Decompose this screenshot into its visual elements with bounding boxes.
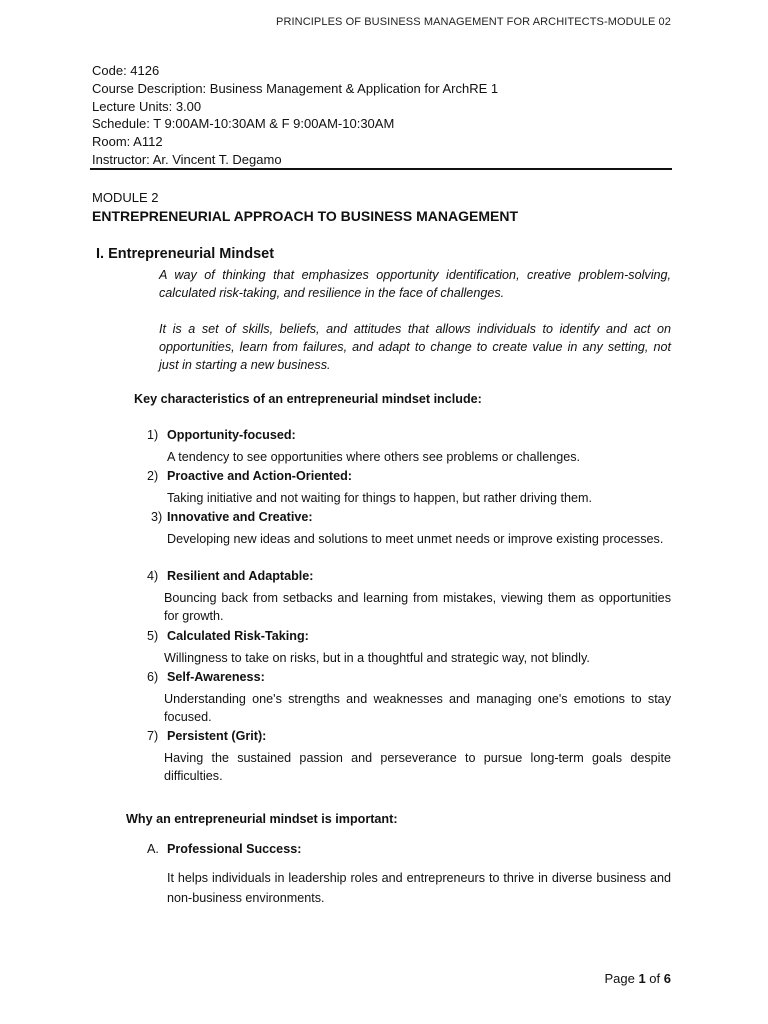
why-important-heading: Why an entrepreneurial mindset is important:: [126, 812, 398, 826]
definition-paragraph: A way of thinking that emphasizes opportunity identification, creative problem-solving, calculated risk-taking, and resilience in the face of challenges.: [159, 268, 671, 300]
lecture-units: Lecture Units: 3.00: [92, 98, 202, 114]
characteristic-description: Bouncing back from setbacks and learning from mistakes, viewing them as opportunities for growth.: [164, 591, 671, 624]
characteristic-title: Self-Awareness:: [167, 670, 265, 684]
course-code: Code: 4126: [92, 63, 160, 78]
list-number: 5): [147, 629, 159, 643]
page-number: [604, 971, 671, 986]
room: Room: A112: [92, 134, 163, 150]
list-number: 4): [147, 569, 159, 583]
definition-paragraph: It is a set of skills, beliefs, and attitudes that allows individuals to identify and act on opportunities, learn from failures, and adapt to change to create value in any setting, not just in starting a new business.: [159, 322, 671, 372]
schedule: Schedule: T 9:00AM-10:30AM & F 9:00AM-10:30AM: [92, 116, 395, 132]
page-of: of: [649, 971, 661, 986]
list-number: 6): [147, 670, 159, 684]
running-header: PRINCIPLES OF BUSINESS MANAGEMENT FOR ARCHITECTS-MODULE 02: [276, 16, 671, 28]
section-title: I. Entrepreneurial Mindset: [96, 246, 275, 262]
module-label: MODULE 2: [92, 190, 159, 205]
instructor: Instructor: Ar. Vincent T. Degamo: [92, 151, 282, 167]
why-item-description: It helps individuals in leadership roles and entrepreneurs to thrive in diverse business and non-business environments.: [167, 871, 671, 905]
characteristic-title: Proactive and Action-Oriented:: [167, 469, 352, 483]
list-number: 3): [151, 510, 163, 524]
course-info: [92, 62, 498, 169]
characteristic-title: Persistent (Grit):: [167, 729, 267, 743]
characteristic-title: Calculated Risk-Taking:: [167, 629, 309, 643]
list-number: 2): [147, 469, 159, 483]
characteristic-title: Resilient and Adaptable:: [167, 569, 314, 583]
course-description: Course Description: Business Management & Application for ArchRE 1: [92, 80, 499, 96]
header-divider: [90, 168, 672, 170]
page-total: 6: [663, 971, 671, 986]
characteristic-title: Innovative and Creative:: [167, 510, 313, 524]
characteristic-description: Understanding one's strengths and weaknesses and managing one's emotions to stay focused.: [164, 692, 671, 725]
page-current: 1: [638, 971, 646, 986]
characteristic-description: A tendency to see opportunities where others see problems or challenges.: [167, 450, 581, 464]
list-letter: A.: [147, 842, 159, 856]
why-item-title: Professional Success:: [167, 842, 302, 856]
characteristic-description: Willingness to take on risks, but in a thoughtful and strategic way, not blindly.: [164, 651, 590, 665]
key-characteristics-heading: Key characteristics of an entrepreneurial mindset include:: [134, 392, 482, 406]
characteristic-description: Taking initiative and not waiting for things to happen, but rather driving them.: [167, 491, 592, 505]
characteristic-title: Opportunity-focused:: [167, 428, 296, 442]
characteristic-description: Having the sustained passion and perseverance to pursue long-term goals despite difficulties.: [164, 751, 671, 784]
characteristic-description: Developing new ideas and solutions to meet unmet needs or improve existing processes.: [167, 532, 664, 546]
list-number: 7): [147, 729, 159, 743]
page-word: Page: [604, 971, 635, 986]
list-number: 1): [147, 428, 159, 442]
module-title: ENTREPRENEURIAL APPROACH TO BUSINESS MANAGEMENT: [92, 208, 519, 224]
